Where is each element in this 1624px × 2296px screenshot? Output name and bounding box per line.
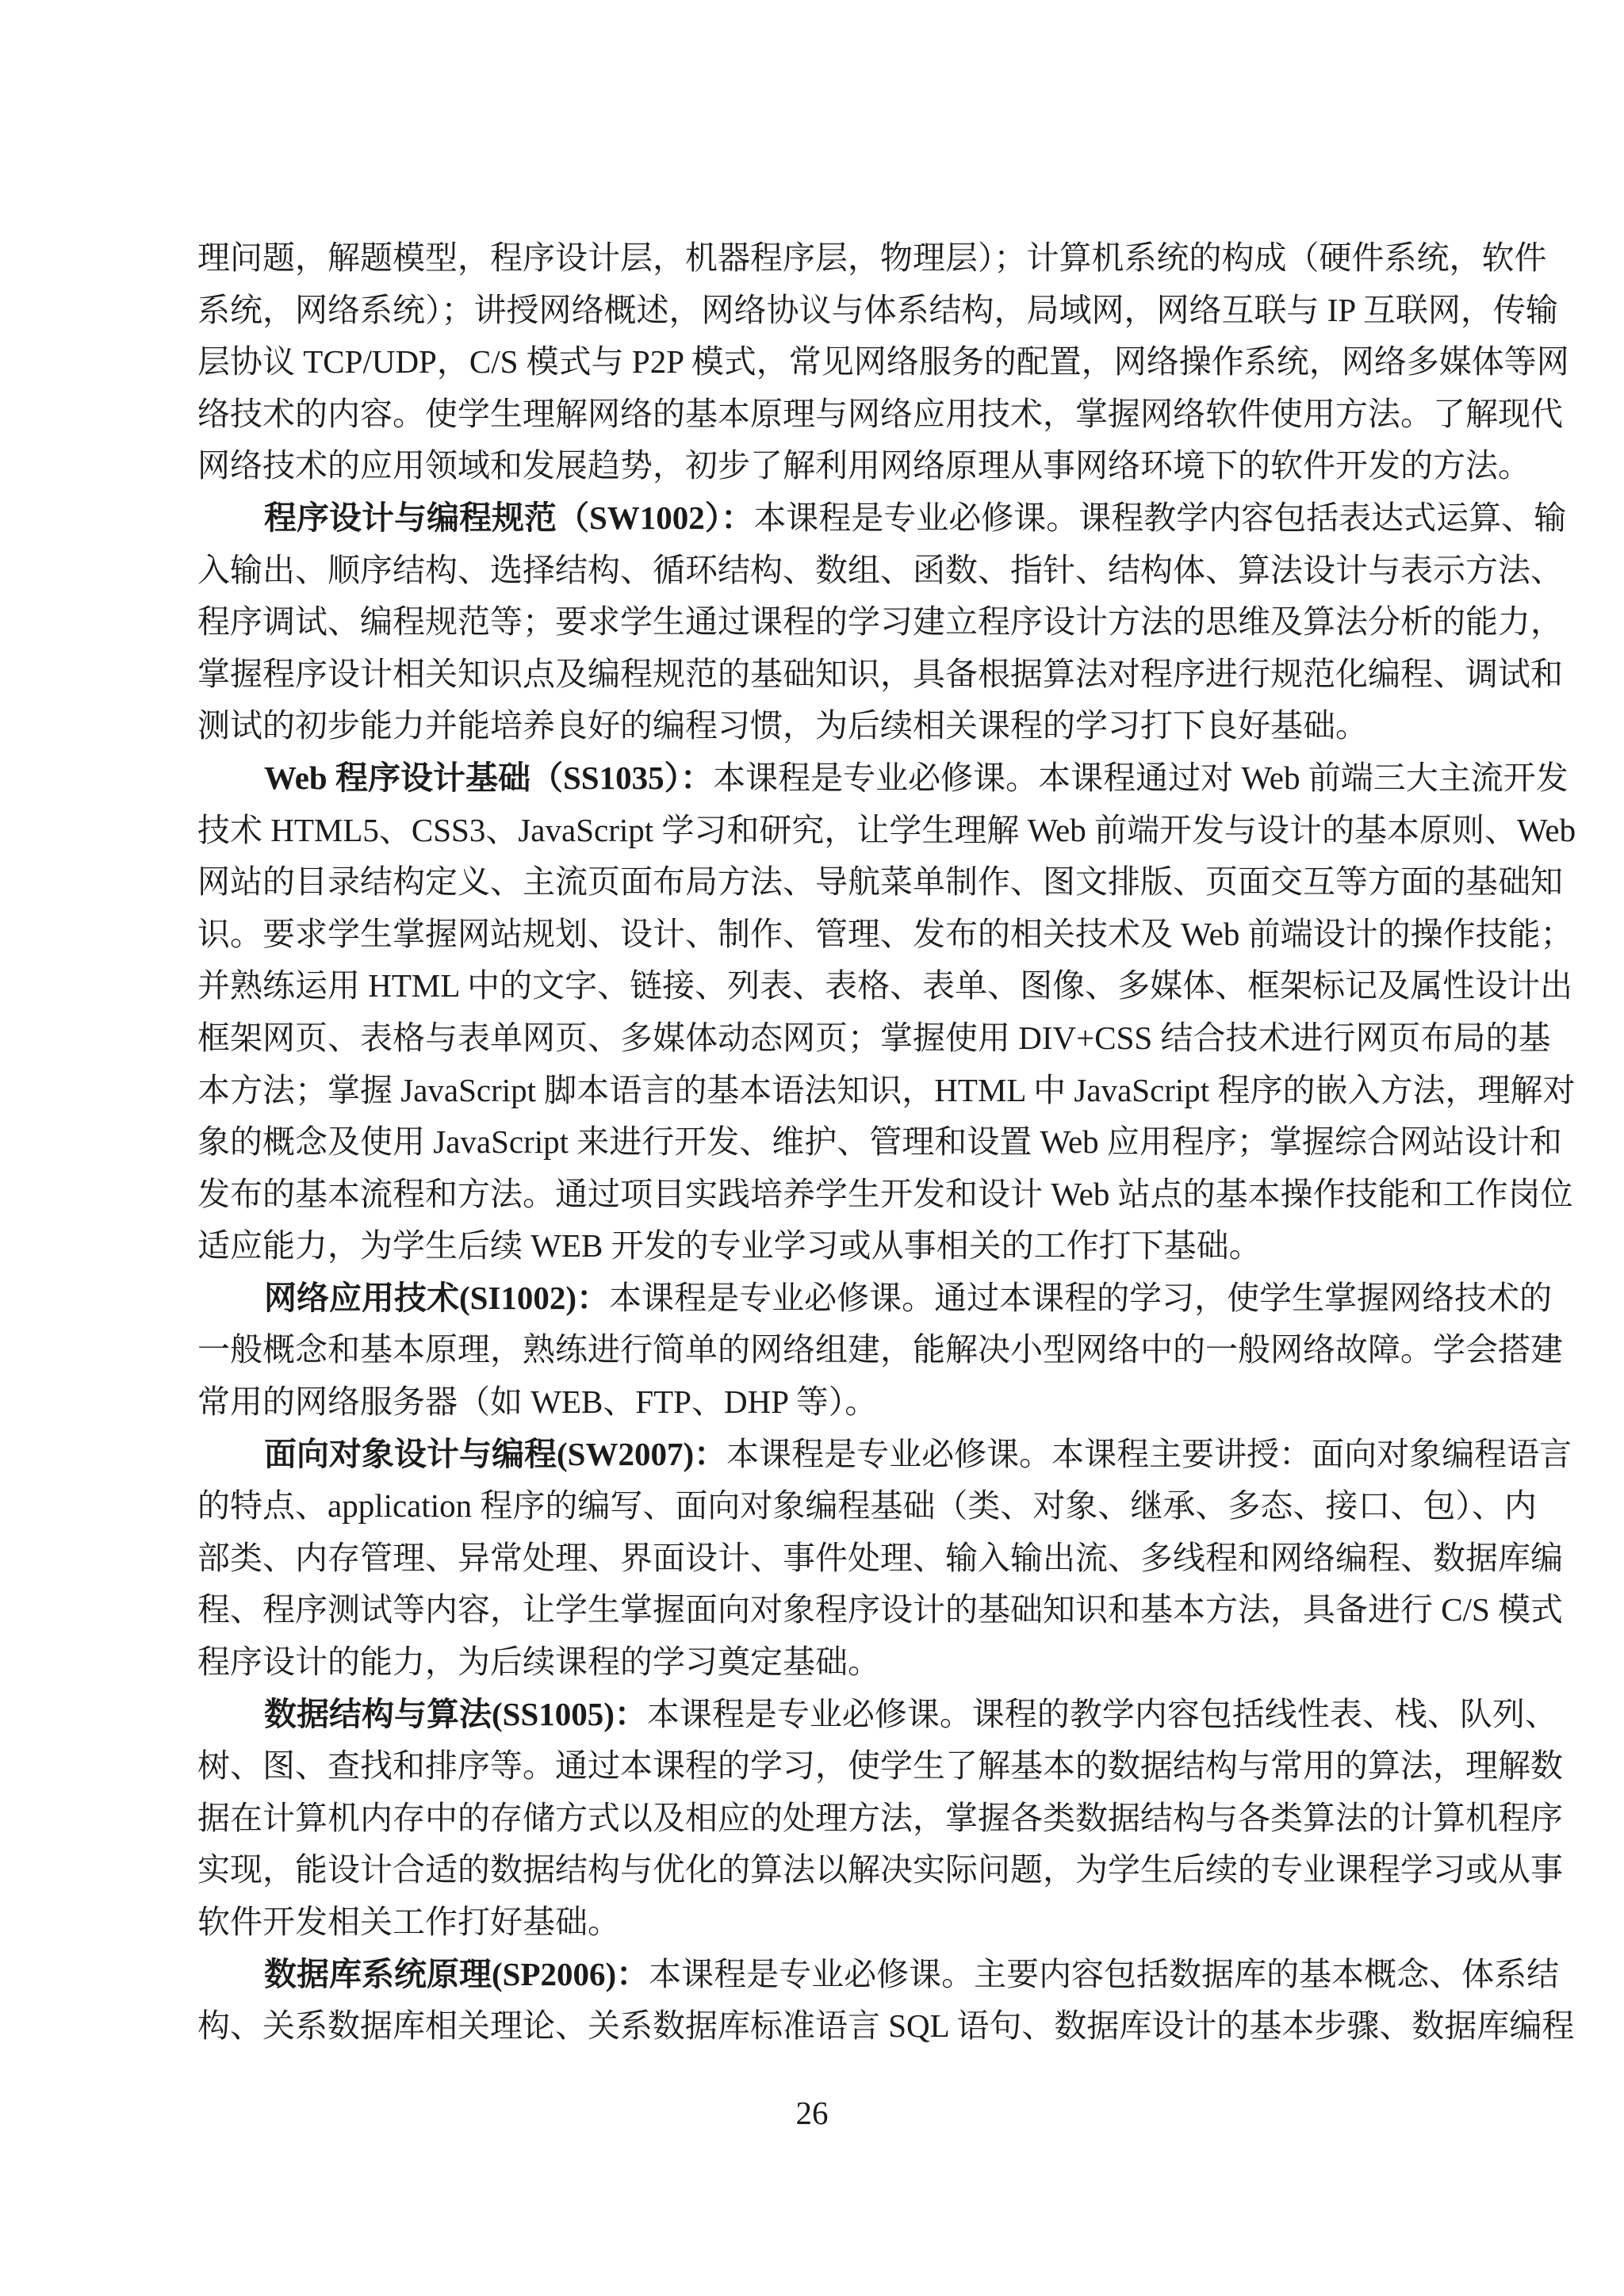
line-text: 本课程是专业必修课。本课程通过对 Web 前端三大主流开发 (713, 759, 1568, 796)
text-line (197, 909, 1573, 961)
text-line (197, 1740, 1563, 1793)
line-text: 据在计算机内存中的存储方式以及相应的处理方法，掌握各类数据结构与各类算法的计算机程序 (197, 1799, 1563, 1836)
text-line (197, 1220, 1428, 1272)
text-line (197, 440, 1530, 492)
line-text: 本课程是专业必修课。课程教学内容包括表达式运算、输 (753, 499, 1567, 536)
course-title: 数据结构与算法(SS1005)： (264, 1695, 647, 1732)
text-line (197, 752, 1568, 805)
line-text: 构、关系数据库相关理论、关系数据库标准语言 SQL 语句、数据库设计的基本步骤、数据库编程 (197, 2007, 1575, 2045)
line-text: 程、程序测试等内容，让学生掌握面向对象程序设计的基础知识和基本方法，具备进行 C/S 模式 (197, 1591, 1564, 1628)
text-line (197, 1169, 1573, 1221)
text-line (197, 492, 1567, 545)
line-text: 常用的网络服务器（如 WEB、FTP、DHP 等）。 (197, 1383, 878, 1421)
text-line (197, 388, 1563, 441)
line-text: 络技术的内容。使学生理解网络的基本原理与网络应用技术，掌握网络软件使用方法。了解现代 (197, 395, 1563, 432)
text-line (197, 805, 1576, 857)
text-line (197, 649, 1563, 701)
text-line (197, 856, 1563, 909)
text-line (197, 1376, 1428, 1429)
course-title: 网络应用技术(SI1002)： (264, 1279, 610, 1316)
line-text: 识。要求学生掌握网站规划、设计、制作、管理、发布的相关技术及 Web 前端设计的操作技能； (197, 915, 1573, 952)
text-line (197, 1896, 1428, 1949)
text-line (197, 1949, 1560, 2001)
page-number: 26 (795, 2095, 829, 2131)
text-line (197, 1584, 1564, 1636)
text-line (197, 1065, 1576, 1117)
line-text: 测试的初步能力并能培养良好的编程习惯，为后续相关课程的学习打下良好基础。 (197, 707, 1368, 744)
line-text: 系统，网络系统）；讲授网络概述，网络协议与体系结构，局域网，网络互联与 IP 互联网，传输 (197, 291, 1558, 328)
text-line (197, 1636, 1428, 1689)
line-text: 理问题，解题模型，程序设计层，机器程序层，物理层）；计算机系统的构成（硬件系统，软件 (197, 239, 1547, 276)
line-text: 适应能力，为学生后续 WEB 开发的专业学习或从事相关的工作打下基础。 (197, 1227, 1262, 1265)
text-line (197, 336, 1569, 388)
course-title: Web 程序设计基础（SS1035）： (264, 759, 714, 796)
line-text: 本方法；掌握 JavaScript 脚本语言的基本语法知识，HTML 中 JavaScript 程序的嵌入方法，理解对 (197, 1071, 1576, 1108)
course-title: 面向对象设计与编程(SW2007)： (264, 1435, 727, 1472)
text-line (197, 1012, 1551, 1065)
text-line (197, 700, 1428, 752)
text-line (197, 1116, 1562, 1169)
line-text: 程序调试、编程规范等；要求学生通过课程的学习建立程序设计方法的思维及算法分析的能力， (197, 603, 1563, 641)
line-text: 掌握程序设计相关知识点及编程规范的基础知识，具备根据算法对程序进行规范化编程、调试和 (197, 655, 1563, 692)
line-text: 层协议 TCP/UDP，C/S 模式与 P2P 模式，常见网络服务的配置，网络操作系统，网络多媒体等网 (197, 343, 1569, 381)
text-line (197, 1324, 1563, 1376)
text-line (197, 285, 1558, 337)
text-line (197, 1480, 1537, 1533)
line-text: 部类、内存管理、异常处理、界面设计、事件处理、输入输出流、多线程和网络编程、数据库编 (197, 1539, 1563, 1576)
line-text: 树、图、查找和排序等。通过本课程的学习，使学生了解基本的数据结构与常用的算法，理解数 (197, 1747, 1563, 1785)
line-text: 本课程是专业必修课。本课程主要讲授：面向对象编程语言 (726, 1435, 1572, 1472)
line-text: 网络技术的应用领域和发展趋势，初步了解利用网络原理从事网络环境下的软件开发的方法。 (197, 447, 1530, 484)
text-line (197, 1793, 1563, 1845)
course-title: 数据库系统原理(SP2006)： (264, 1955, 649, 1992)
text-line (197, 232, 1547, 285)
text-line (197, 1689, 1557, 1741)
line-text: 网站的目录结构定义、主流页面布局方法、导航菜单制作、图文排版、页面交互等方面的基础知 (197, 863, 1563, 901)
line-text: 本课程是专业必修课。主要内容包括数据库的基本概念、体系结 (649, 1955, 1560, 1992)
line-text: 发布的基本流程和方法。通过项目实践培养学生开发和设计 Web 站点的基本操作技能和工作岗位 (197, 1175, 1573, 1212)
line-text: 实现，能设计合适的数据结构与优化的算法以解决实际问题，为学生后续的专业课程学习或从事 (197, 1851, 1563, 1888)
line-text: 象的概念及使用 JavaScript 来进行开发、维护、管理和设置 Web 应用程序；掌握综合网站设计和 (197, 1123, 1562, 1161)
line-text: 本课程是专业必修课。课程的教学内容包括线性表、栈、队列、 (646, 1695, 1557, 1732)
line-text: 程序设计的能力，为后续课程的学习奠定基础。 (197, 1644, 880, 1681)
line-text: 本课程是专业必修课。通过本课程的学习，使学生掌握网络技术的 (609, 1279, 1553, 1316)
line-text: 技术 HTML5、CSS3、JavaScript 学习和研究，让学生理解 Web 前端开发与设计的基本原则、Web (197, 811, 1576, 848)
line-text: 的特点、application 程序的编写、面向对象编程基础（类、对象、继承、多态、接口、包）、内 (197, 1487, 1537, 1525)
line-text: 并熟练运用 HTML 中的文字、链接、列表、表格、表单、图像、多媒体、框架标记及属性设计出 (197, 967, 1573, 1004)
text-line (197, 545, 1563, 597)
text-line (197, 2000, 1575, 2053)
course-title: 程序设计与编程规范（SW1002）： (264, 499, 754, 536)
line-text: 框架网页、表格与表单网页、多媒体动态网页；掌握使用 DIV+CSS 结合技术进行网页布局的基 (197, 1019, 1551, 1056)
text-line (197, 1429, 1572, 1481)
text-line (197, 1844, 1563, 1896)
page-content (197, 232, 1576, 2053)
text-line (197, 596, 1563, 649)
line-text: 一般概念和基本原理，熟练进行简单的网络组建，能解决小型网络中的一般网络故障。学会搭建 (197, 1331, 1563, 1368)
line-text: 软件开发相关工作打好基础。 (197, 1904, 620, 1940)
line-text: 入输出、顺序结构、选择结构、循环结构、数组、函数、指针、结构体、算法设计与表示方法、 (197, 551, 1563, 588)
text-line (197, 960, 1573, 1012)
text-line (197, 1533, 1563, 1585)
text-line (197, 1272, 1553, 1325)
